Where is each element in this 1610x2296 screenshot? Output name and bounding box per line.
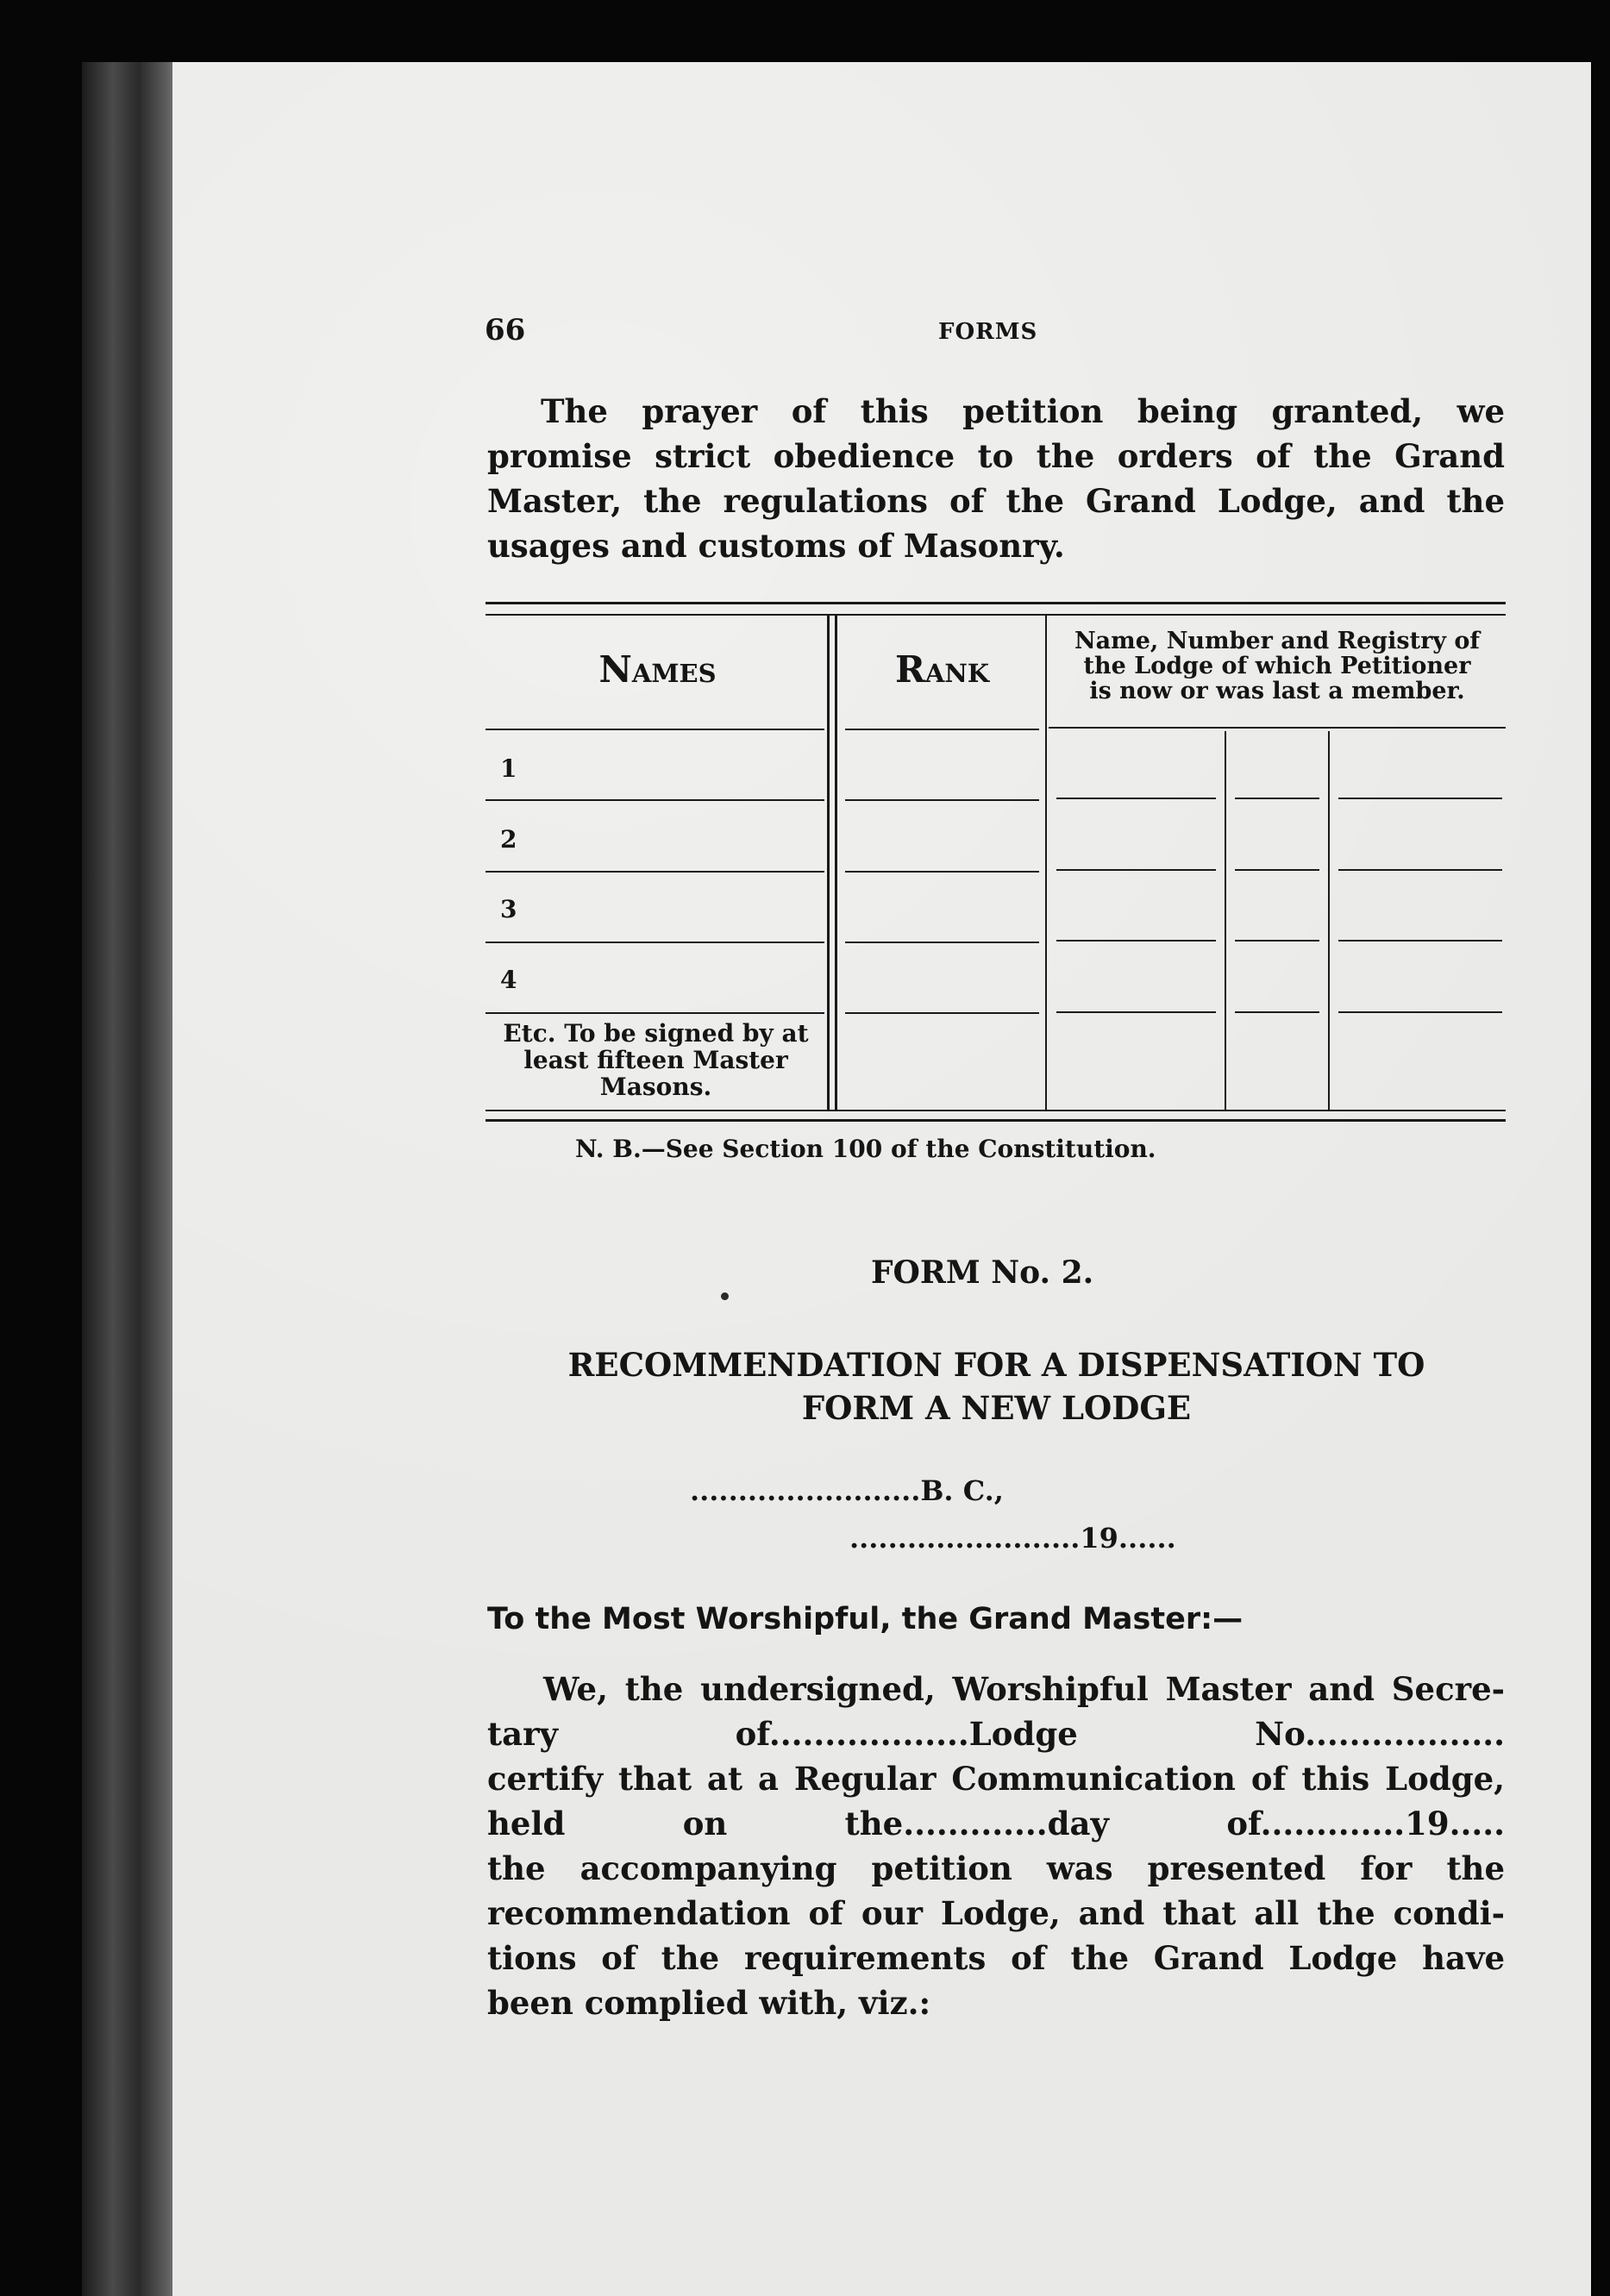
row-rule-rank-3 <box>845 942 1039 943</box>
header-names: Names <box>598 648 717 691</box>
body-line-2: tary of..................Lodge No.................. <box>487 1715 1505 1753</box>
row-number-3: 3 <box>500 895 517 923</box>
header-lodge-line-3: is now or was last a member. <box>1089 678 1465 704</box>
form-heading-line-1: RECOMMENDATION FOR A DISPENSATION TO <box>567 1346 1425 1384</box>
form-heading-line-2: FORM A NEW LODGE <box>801 1389 1192 1427</box>
row-rule-names-2 <box>486 871 824 873</box>
table-top-rule <box>486 602 1506 604</box>
body-line-5: the accompanying petition was presented for the <box>487 1849 1505 1887</box>
body-line-6: recommendation of our Lodge, and that all the condi- <box>487 1894 1505 1932</box>
salutation: To the Most Worshipful, the Grand Master:— <box>487 1602 1244 1636</box>
table-subcol-2 <box>1328 731 1330 1110</box>
table-top-rule-inner <box>486 614 1506 616</box>
intro-line-1: The prayer of this petition being granted, we <box>541 392 1505 430</box>
header-rule-rank <box>845 729 1039 730</box>
row-rule-names-3 <box>486 942 824 943</box>
row-number-2: 2 <box>500 825 517 854</box>
body-line-4: held on the.............day of.............19..... <box>487 1805 1505 1842</box>
row-rule-lodge-b-4 <box>1235 1011 1319 1013</box>
table-col-divider-names <box>827 616 830 1110</box>
row-rule-lodge-b-1 <box>1235 798 1319 799</box>
row-rule-names-4 <box>486 1012 824 1014</box>
row-rule-lodge-b-3 <box>1235 940 1319 942</box>
place-line: ........................B. C., <box>690 1474 1004 1507</box>
row-rule-lodge-a-3 <box>1056 940 1216 942</box>
row-rule-lodge-a-4 <box>1056 1011 1216 1013</box>
running-title: FORMS <box>938 319 1038 345</box>
header-rank: Rank <box>894 648 990 691</box>
table-subcol-1 <box>1225 731 1226 1110</box>
table-col-divider-names-2 <box>835 616 837 1110</box>
etc-line-3: Masons. <box>599 1073 712 1101</box>
constitution-note: N. B.—See Section 100 of the Constitution. <box>575 1135 1156 1163</box>
row-rule-names-1 <box>486 799 824 801</box>
table-bottom-rule-outer <box>486 1119 1506 1122</box>
row-rule-lodge-b-2 <box>1235 869 1319 871</box>
row-rule-lodge-c-1 <box>1338 798 1502 799</box>
row-rule-lodge-a-2 <box>1056 869 1216 871</box>
table-col-divider-rank <box>1045 616 1047 1110</box>
body-line-7: tions of the requirements of the Grand Lodge have <box>487 1939 1505 1977</box>
row-rule-lodge-c-4 <box>1338 1011 1502 1013</box>
header-rule-lodge <box>1049 727 1506 729</box>
row-rule-lodge-c-3 <box>1338 940 1502 942</box>
page-number: 66 <box>485 313 526 347</box>
header-lodge-line-1: Name, Number and Registry of <box>1074 628 1481 654</box>
row-number-4: 4 <box>500 966 517 994</box>
row-rule-rank-1 <box>845 799 1039 801</box>
speck-dot <box>721 1292 729 1300</box>
book-spine <box>82 62 185 2296</box>
row-rule-rank-4 <box>845 1012 1039 1014</box>
header-rule-names <box>486 729 824 730</box>
date-line: ........................19...... <box>849 1522 1176 1555</box>
etc-line-1: Etc. To be signed by at <box>503 1019 809 1048</box>
intro-line-2: promise strict obedience to the orders of the Grand <box>487 437 1505 475</box>
form-title: FORM No. 2. <box>871 1254 1094 1291</box>
row-number-1: 1 <box>500 754 517 783</box>
body-line-1: We, the undersigned, Worshipful Master and Secre- <box>543 1670 1505 1708</box>
row-rule-lodge-a-1 <box>1056 798 1216 799</box>
intro-line-4: usages and customs of Masonry. <box>487 527 1065 565</box>
body-line-3: certify that at a Regular Communication of this Lodge, <box>487 1760 1505 1798</box>
intro-line-3: Master, the regulations of the Grand Lodge, and the <box>487 482 1505 520</box>
header-lodge-line-2: the Lodge of which Petitioner <box>1083 653 1471 679</box>
row-rule-rank-2 <box>845 871 1039 873</box>
table-bottom-rule <box>486 1110 1506 1111</box>
row-rule-lodge-c-2 <box>1338 869 1502 871</box>
body-line-8: been complied with, viz.: <box>487 1984 931 2022</box>
etc-line-2: least fifteen Master <box>523 1046 788 1074</box>
